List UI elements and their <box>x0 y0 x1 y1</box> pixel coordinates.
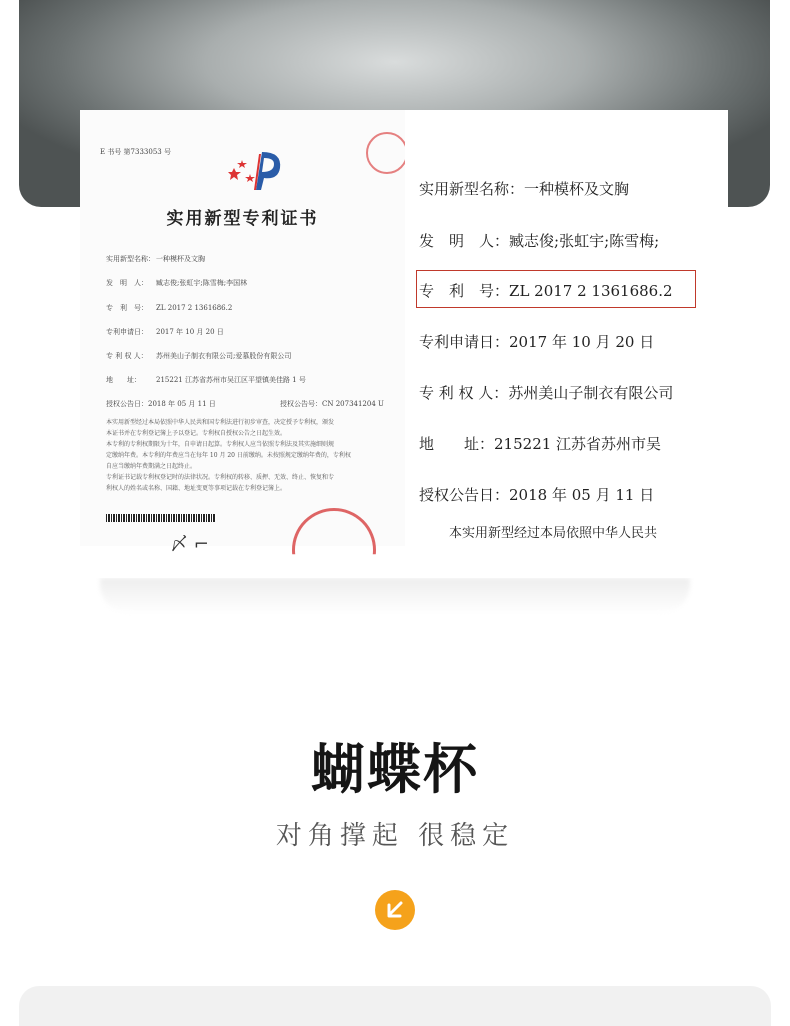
zoom-row-address: 地 址：215221 江苏省苏州市吴 <box>419 435 662 453</box>
thumb-row-patentee: 专 利 权 人： 苏州美山子制衣有限公司;爱慕股份有限公司 <box>106 352 292 360</box>
thumb-row-grant-date: 授权公告日：2018 年 05 月 11 日 <box>106 400 216 408</box>
arrow-down-left-icon <box>375 890 415 930</box>
thumb-row-grant-number: 授权公告号：CN 207341204 U <box>280 400 384 408</box>
thumb-row-address: 地 址： 215221 江苏省苏州市吴江区平望镇美佳路 1 号 <box>106 376 306 384</box>
zoom-row-patent-number: 专 利 号：ZL 2017 2 1361686.2 <box>419 282 673 300</box>
zoom-paragraph: 本实用新型经过本局依照中华人民共 <box>449 526 658 541</box>
patent-office-emblem <box>228 146 288 194</box>
next-section-card <box>19 986 771 1026</box>
certificate-image <box>80 110 728 578</box>
zoom-row-application-date: 专利申请日：2017 年 10 月 20 日 <box>419 333 655 351</box>
signature: 〆 ⌐ <box>170 534 209 555</box>
red-seal-stamp <box>366 132 408 174</box>
scroll-down-button[interactable] <box>375 890 415 930</box>
zoom-row-inventors: 发 明 人：臧志俊;张虹宇;陈雪梅; <box>419 232 660 250</box>
certificate-number: E 书号 第7333053 号 <box>100 148 171 156</box>
product-title: 蝴蝶杯 <box>311 738 479 801</box>
zoom-row-name: 实用新型名称：一种模杯及文胸 <box>419 180 630 198</box>
product-subtitle: 对角撑起 很稳定 <box>275 821 515 851</box>
barcode <box>106 514 216 522</box>
zoom-row-grant-date: 授权公告日：2018 年 05 月 11 日 <box>419 486 655 504</box>
frame-shadow <box>100 578 690 614</box>
certificate-thumbnail <box>80 110 405 555</box>
zoom-row-patentee: 专 利 权 人：苏州美山子制衣有限公司 <box>419 384 674 402</box>
certificate-paragraph: 本实用新型经过本局依照中华人民共和国专利法进行初步审查，决定授予专利权，颁发 本证书并在专利登记簿上予以登记。专利权自授权公告之日起生效。 本专利的专利权期限为十年，自申请日起算。专利权人应当依照专利法及其实施细则规 定缴纳年费。本专利的年费应当在每年 10 月 20 日前缴纳。未按照规定缴纳年费的，专利权 自应当缴纳年费期满之日起终止。 专利证书记载专利权登记时的法律状况。专利权的转移、质押、无效、终止、恢复和专 利权人的姓名或名称、国籍、地址变更等事项记载在专利登记簿上。 <box>106 419 351 492</box>
certificate-title: 实用新型专利证书 <box>166 209 319 229</box>
certificate-zoomed <box>405 110 728 546</box>
thumb-row-name: 实用新型名称：一种模杯及文胸 <box>106 255 205 263</box>
thumb-row-inventors: 发 明 人： 臧志俊;张虹宇;陈雪梅;李国林 <box>106 279 248 287</box>
thumb-row-patent-number: 专 利 号： ZL 2017 2 1361686.2 <box>106 304 233 312</box>
thumb-row-application-date: 专利申请日： 2017 年 10 月 20 日 <box>106 328 224 336</box>
